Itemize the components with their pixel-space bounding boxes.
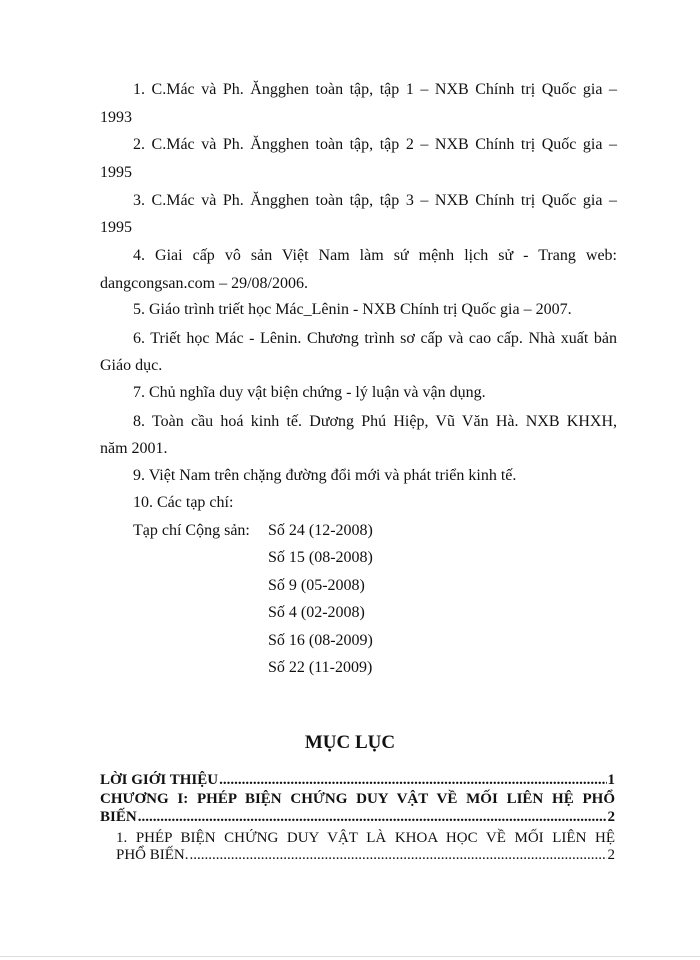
journal-issue: Số 16 (08-2009) bbox=[268, 632, 373, 649]
toc-entry-section-1-continued[interactable] bbox=[116, 846, 615, 864]
toc-leader-dots bbox=[219, 771, 606, 789]
reference-6-line-2: Giáo dục. bbox=[100, 357, 163, 374]
reference-7: 7. Chủ nghĩa duy vật biện chứng - lý luận và vận dụng. bbox=[133, 384, 486, 401]
journal-issue: Số 9 (05-2008) bbox=[268, 577, 365, 594]
reference-4-line-1: 4. Giai cấp vô sản Việt Nam làm sứ mệnh lịch sử - Trang web: bbox=[133, 247, 617, 264]
toc-entry-chapter-1[interactable] bbox=[100, 790, 615, 808]
toc-entry-text: BIẾN bbox=[100, 809, 137, 825]
journal-issue: Số 4 (02-2008) bbox=[268, 604, 365, 621]
toc-page-number: 1 bbox=[607, 772, 615, 788]
reference-4-line-2: dangcongsan.com – 29/08/2006. bbox=[100, 275, 308, 292]
toc-entry-introduction[interactable] bbox=[100, 771, 615, 789]
reference-2-line-2: 1995 bbox=[100, 164, 132, 181]
toc-title: MỤC LỤC bbox=[304, 732, 396, 753]
toc-entry-text: CHƯƠNG I: PHÉP BIỆN CHỨNG DUY VẬT VỀ MỐI LIÊN HỆ PHỔ bbox=[100, 791, 615, 807]
toc-page-number: 2 bbox=[607, 847, 615, 863]
journal-label: Tạp chí Cộng sản: bbox=[133, 522, 250, 539]
reference-5: 5. Giáo trình triết học Mác_Lênin - NXB Chính trị Quốc gia – 2007. bbox=[133, 301, 572, 318]
journal-issue: Số 24 (12-2008) bbox=[268, 522, 373, 539]
reference-3-line-1: 3. C.Mác và Ph. Ăngghen toàn tập, tập 3 – NXB Chính trị Quốc gia – bbox=[133, 192, 617, 209]
toc-entry-text: LỜI GIỚI THIỆU bbox=[100, 772, 219, 788]
reference-8-line-2: năm 2001. bbox=[100, 440, 168, 457]
toc-page-number: 2 bbox=[607, 809, 615, 825]
toc-entry-chapter-1-continued[interactable] bbox=[100, 808, 615, 826]
reference-9: 9. Việt Nam trên chặng đường đổi mới và phát triển kinh tế. bbox=[133, 467, 517, 484]
toc-entry-text: PHỔ BIẾN. bbox=[116, 847, 189, 863]
journal-issue: Số 15 (08-2008) bbox=[268, 549, 373, 566]
reference-1-line-1: 1. C.Mác và Ph. Ăngghen toàn tập, tập 1 – NXB Chính trị Quốc gia – bbox=[133, 81, 617, 98]
reference-3-line-2: 1995 bbox=[100, 219, 132, 236]
journal-issue: Số 22 (11-2009) bbox=[268, 659, 373, 676]
toc-entry-section-1[interactable] bbox=[116, 829, 615, 847]
reference-2-line-1: 2. C.Mác và Ph. Ăngghen toàn tập, tập 2 – NXB Chính trị Quốc gia – bbox=[133, 136, 617, 153]
reference-8-line-1: 8. Toàn cầu hoá kinh tế. Dương Phú Hiệp, Vũ Văn Hà. NXB KHXH, bbox=[133, 413, 617, 430]
reference-10: 10. Các tạp chí: bbox=[133, 494, 234, 511]
toc-leader-dots bbox=[138, 808, 607, 826]
reference-1-line-2: 1993 bbox=[100, 109, 132, 126]
reference-6-line-1: 6. Triết học Mác - Lênin. Chương trình sơ cấp và cao cấp. Nhà xuất bản bbox=[133, 330, 617, 347]
toc-leader-dots bbox=[190, 846, 607, 864]
page-edge-divider bbox=[0, 956, 700, 957]
toc-entry-text: 1. PHÉP BIỆN CHỨNG DUY VẬT LÀ KHOA HỌC VỀ MỐI LIÊN HỆ bbox=[116, 830, 615, 846]
